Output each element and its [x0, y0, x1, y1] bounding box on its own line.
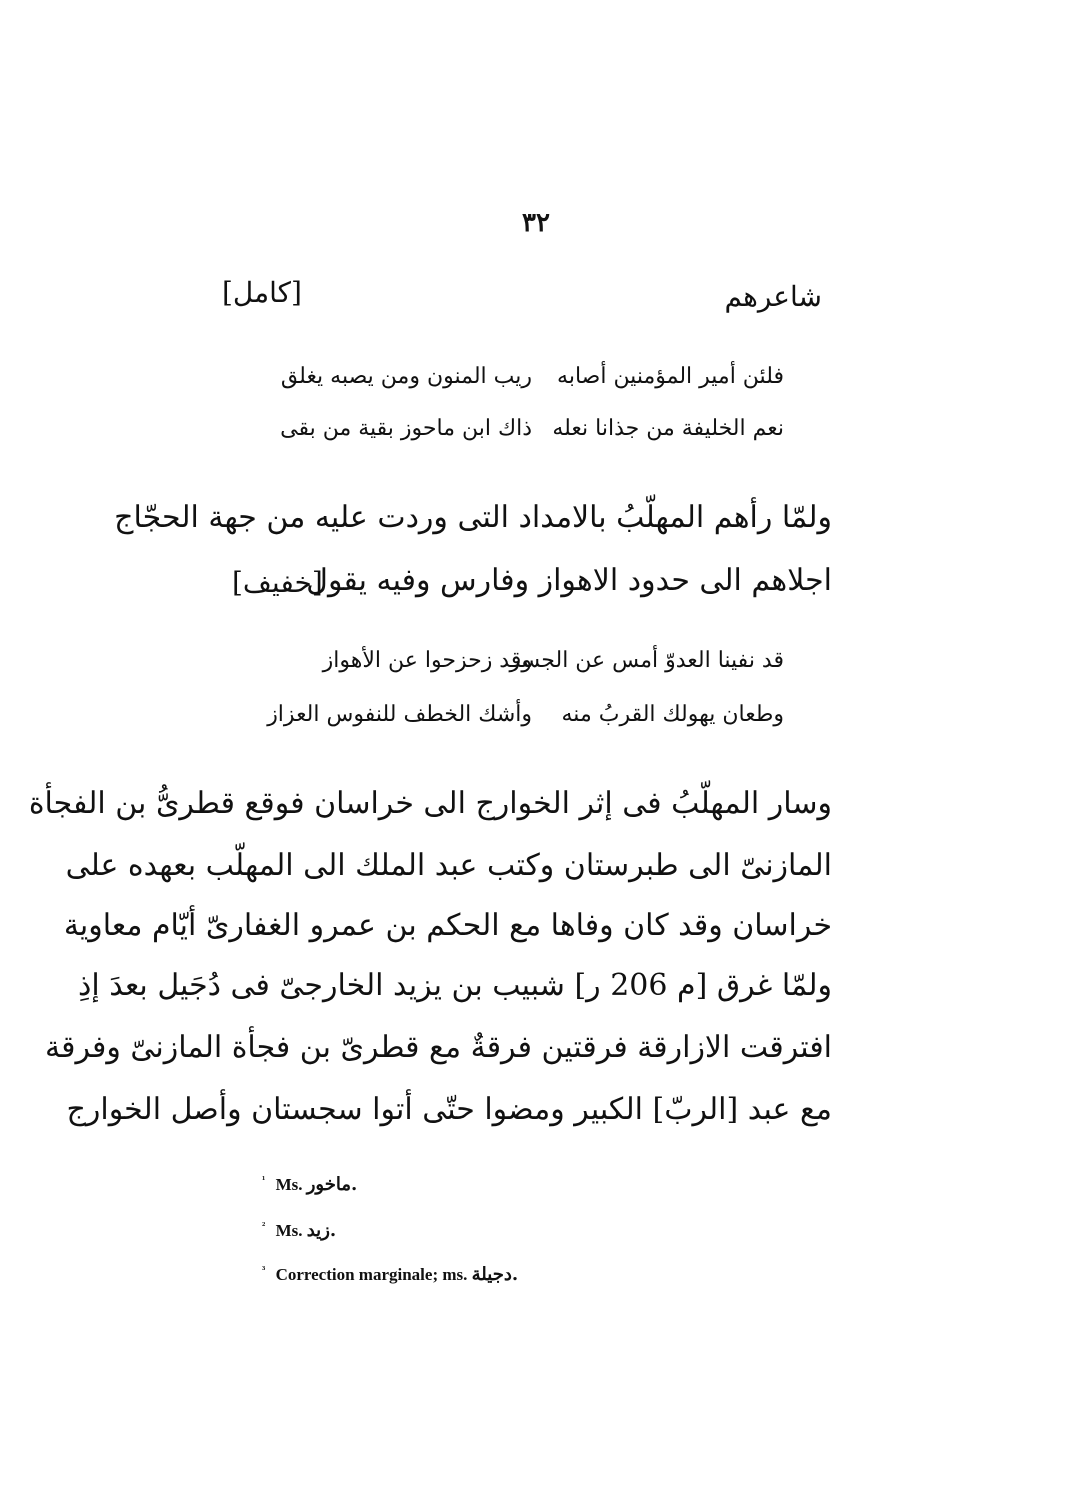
prose-line: اجلاهم الى حدود الاهواز وفارس وفيه يقول	[306, 563, 832, 598]
verse-hemistich: وطعان يهولك القربُ منه	[561, 702, 784, 727]
verse-hemistich: وقد زحزحوا عن الأهواز	[322, 648, 532, 673]
footnote-arabic: زيد.	[306, 1220, 337, 1241]
footnote	[262, 1174, 357, 1195]
footnote-label: Ms.	[275, 1221, 303, 1240]
footnote-arabic: دجيلة.	[471, 1264, 519, 1285]
footnote-label: Ms.	[275, 1175, 303, 1194]
verse-hemistich: قد نفينا العدوّ أمس عن الجسر	[509, 648, 784, 673]
footnote-arabic: ماخور.	[306, 1174, 358, 1195]
verse-hemistich: نعم الخليفة من جذانا نعله	[552, 416, 784, 441]
footnote	[262, 1264, 518, 1285]
prose-line: ولمّا رأهم المهلّبُ بالامداد التى وردت عليه من جهة الحجّاج	[114, 500, 832, 535]
footnote-mark: ¹	[262, 1174, 266, 1186]
meter-label: [خفيف]	[232, 566, 323, 599]
verse-hemistich: وأشك الخطف للنفوس العزاز	[267, 702, 532, 727]
prose-line: المازنىّ الى طبرستان وكتب عبد الملك الى المهلّب بعهده على	[65, 848, 832, 883]
footnote-mark: ²	[262, 1220, 266, 1232]
verse-hemistich: ريب المنون ومن يصبه يغلق	[280, 364, 532, 389]
footnote-mark: ³	[262, 1264, 266, 1276]
prose-line: ولمّا غرق [م 206 ر] شبيب بن يزيد الخارجىّ فى دُجَيل بعدَ إذِ	[77, 968, 832, 1003]
verse-hemistich: فلئن أمير المؤمنين أصابه	[557, 364, 784, 389]
prose-line: مع عبد [الربّ] الكبير ومضوا حتّى أتوا سجستان وأصل الخوارج	[66, 1092, 832, 1127]
prose-line: خراسان وقد كان وفاها مع الحكم بن عمرو الغفارىّ أيّام معاوية	[63, 908, 832, 943]
footnote-label: Correction marginale; ms.	[275, 1265, 468, 1284]
prose-line: وسار المهلّبُ فى إثر الخوارج الى خراسان فوقع قطرىُّ بن الفجأة	[28, 786, 832, 821]
meter-label: [كامل]	[222, 276, 302, 309]
prose-line: افترقت الازارقة فرقتين فرقةٌ مع قطرىّ بن فجأة المازنىّ وفرقة	[45, 1030, 832, 1065]
poet-label: شاعرهم	[724, 280, 822, 313]
verse-hemistich: ذاك ابن ماحوز بقية من بقى	[280, 416, 532, 441]
footnote	[262, 1220, 336, 1241]
page-number: ٣٢	[522, 208, 550, 238]
